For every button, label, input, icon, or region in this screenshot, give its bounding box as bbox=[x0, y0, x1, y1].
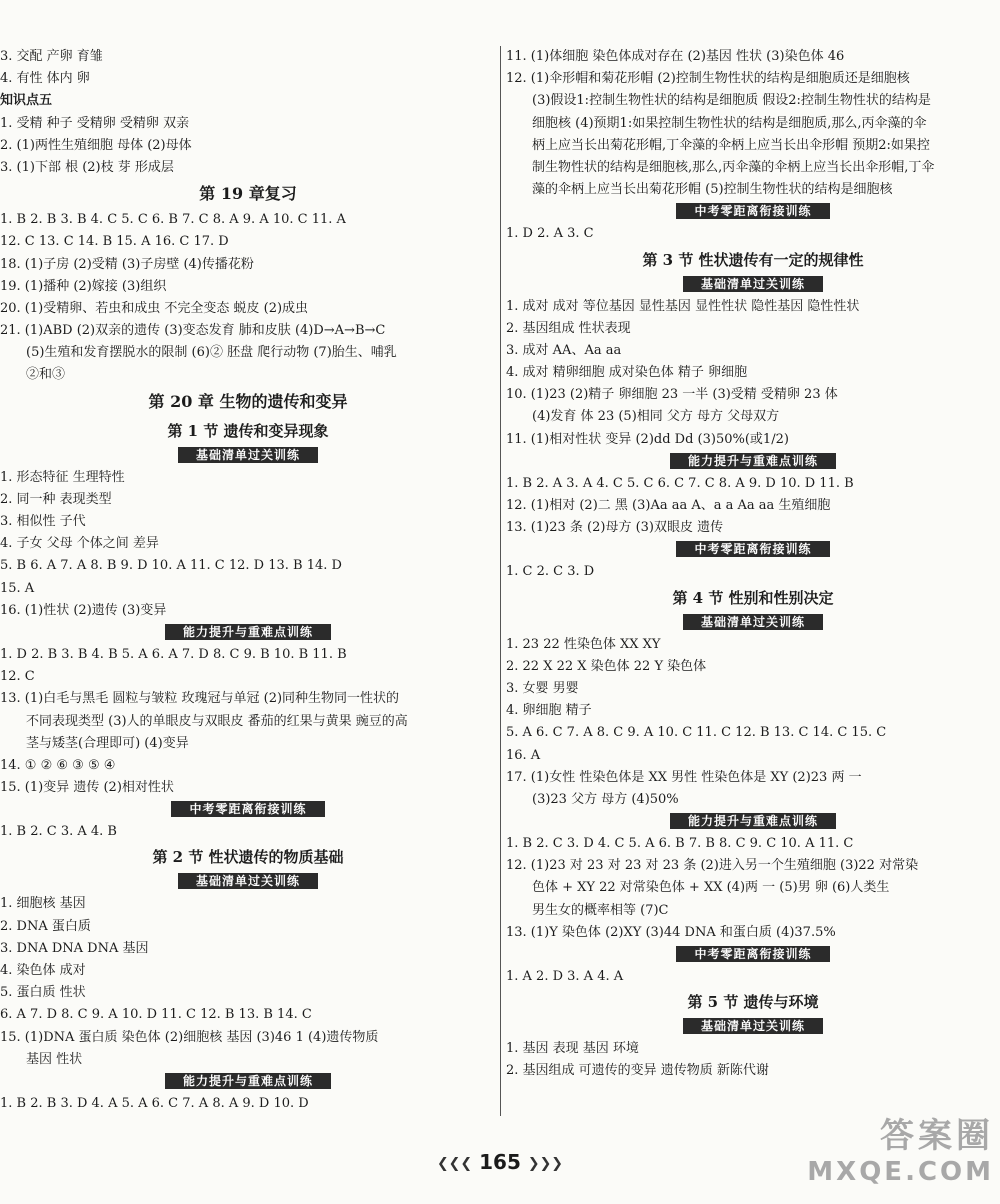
answer-line: 基因 性状 bbox=[26, 1051, 83, 1067]
answer-line: 2. 同一种 表现类型 bbox=[0, 491, 112, 507]
answer-line: 1. 基因 表现 基因 环境 bbox=[506, 1041, 639, 1057]
answer-line: (3)假设1:控制生物性状的结构是细胞质 假设2:控制生物性状的结构是 bbox=[532, 93, 931, 109]
answer-line: 5. 蛋白质 性状 bbox=[0, 985, 86, 1001]
section-banner-row bbox=[0, 799, 496, 821]
answer-line: 15. (1)DNA 蛋白质 染色体 (2)细胞核 基因 (3)46 1 (4)遗传物质 bbox=[0, 1029, 379, 1045]
answer-line: 17. (1)女性 性染色体是 XX 男性 性染色体是 XY (2)23 两 一 bbox=[506, 769, 862, 785]
answer-line: 20. (1)受精卵、若虫和成虫 不完全变态 蜕皮 (2)成虫 bbox=[0, 300, 309, 316]
answer-line: 3. 成对 AA、Aa aa bbox=[506, 342, 622, 358]
section-banner-row bbox=[506, 944, 1000, 966]
answer-line: 1. B 2. B 3. D 4. A 5. A 6. C 7. A 8. A 9. D 10. D bbox=[0, 1095, 309, 1111]
answer-line: 不同表现类型 (3)人的单眼皮与双眼皮 番茄的红果与黄果 豌豆的高 bbox=[26, 713, 408, 729]
answer-line: 14. ① ② ⑥ ③ ⑤ ④ bbox=[0, 757, 116, 773]
right-ornament-icon: ❯❯❯ bbox=[527, 1155, 564, 1172]
answer-line: 5. B 6. A 7. A 8. B 9. D 10. A 11. C 12. D 13. B 14. D bbox=[0, 558, 342, 574]
answer-line: 3. 相似性 子代 bbox=[0, 514, 86, 529]
answer-line: 1. D 2. B 3. B 4. B 5. A 6. A 7. D 8. C 9. B 10. B 11. B bbox=[0, 646, 347, 662]
section-banner: 基础清单过关训练 bbox=[178, 873, 318, 889]
answer-line: 2. 22 X 22 X 染色体 22 Y 染色体 bbox=[506, 658, 707, 674]
answer-line: 柄上应当长出菊花形帽,丁伞藻的伞柄上应当长出伞形帽 预期2:如果控 bbox=[532, 137, 930, 153]
answer-line: 1. 成对 成对 等位基因 显性基因 显性性状 隐性基因 隐性性状 bbox=[506, 298, 860, 314]
answer-line: 12. C bbox=[0, 669, 35, 685]
answer-line: 4. 染色体 成对 bbox=[0, 963, 86, 978]
left-column bbox=[0, 46, 496, 1115]
section-heading: 第 5 节 遗传与环境 bbox=[687, 993, 819, 1012]
answer-line: 2. DNA 蛋白质 bbox=[0, 918, 91, 934]
answer-line: 3. 交配 产卵 育雏 bbox=[0, 49, 103, 64]
section-banner-row bbox=[506, 811, 1000, 833]
answer-line: 15. A bbox=[0, 580, 35, 596]
answer-line: 13. (1)白毛与黑毛 圆粒与皱粒 玫瑰冠与单冠 (2)同种生物同一性状的 bbox=[0, 691, 400, 707]
section-heading: 第 1 节 遗传和变异现象 bbox=[167, 421, 329, 440]
answer-line: 1. B 2. A 3. A 4. C 5. C 6. C 7. C 8. A 9. D 10. D 11. B bbox=[506, 475, 854, 491]
section-banner: 基础清单过关训练 bbox=[178, 447, 318, 463]
section-heading: 第 3 节 性状遗传有一定的规律性 bbox=[642, 250, 864, 269]
answer-line: 1. 受精 种子 受精卵 受精卵 双亲 bbox=[0, 115, 190, 131]
section-banner-row bbox=[506, 1016, 1000, 1038]
answer-line: 4. 有性 体内 卵 bbox=[0, 71, 90, 87]
answer-line: (4)发育 体 23 (5)相同 父方 母方 父母双方 bbox=[532, 409, 780, 425]
section-banner: 基础清单过关训练 bbox=[683, 276, 823, 292]
chapter-heading: 第 19 章复习 bbox=[199, 184, 297, 204]
answer-line: 11. (1)相对性状 变异 (2)dd Dd (3)50%(或1/2) bbox=[506, 431, 789, 447]
answer-line: 细胞核 (4)预期1:如果控制生物性状的结构是细胞质,那么,丙伞藻的伞 bbox=[532, 115, 927, 131]
section-banner-row bbox=[0, 871, 496, 893]
answer-line: 1. 23 22 性染色体 XX XY bbox=[506, 636, 661, 652]
watermark-en: MXQE.COM bbox=[807, 1157, 994, 1187]
answer-line: 2. (1)两性生殖细胞 母体 (2)母体 bbox=[0, 137, 192, 153]
answer-line: 16. A bbox=[506, 747, 541, 763]
answer-line: 1. 形态特征 生理特性 bbox=[0, 469, 125, 485]
answer-line: 1. D 2. A 3. C bbox=[506, 226, 594, 242]
answer-line: 12. (1)相对 (2)二 黑 (3)Aa aa A、a a Aa aa 生殖细胞 bbox=[506, 498, 831, 513]
section-heading: 第 2 节 性状遗传的物质基础 bbox=[152, 848, 344, 867]
answer-line: 男生女的概率相等 (7)C bbox=[532, 902, 669, 918]
answer-line: 2. 基因组成 性状表现 bbox=[506, 320, 631, 336]
answer-line: 4. 成对 精卵细胞 成对染色体 精子 卵细胞 bbox=[506, 365, 748, 381]
answer-line: 5. A 6. C 7. A 8. C 9. A 10. C 11. C 12. B 13. C 14. C 15. C bbox=[506, 725, 887, 741]
answer-line: (3)23 父方 母方 (4)50% bbox=[532, 791, 679, 807]
column-divider bbox=[500, 46, 501, 1116]
answer-line: 19. (1)播种 (2)嫁接 (3)组织 bbox=[0, 278, 167, 294]
section-banner: 中考零距离衔接训练 bbox=[676, 203, 829, 219]
left-ornament-icon: ❮❮❮ bbox=[436, 1155, 473, 1172]
answer-line: 13. (1)23 条 (2)母方 (3)双眼皮 遗传 bbox=[506, 520, 724, 536]
section-banner-row bbox=[506, 451, 1000, 473]
section-banner-row bbox=[0, 445, 496, 467]
right-column bbox=[506, 46, 1000, 1083]
answer-line: 藻的伞柄上应当长出菊花形帽 (5)控制生物性状的结构是细胞核 bbox=[532, 182, 893, 198]
section-banner: 基础清单过关训练 bbox=[683, 1018, 823, 1034]
answer-line: 色体 + XY 22 对常染色体 + XX (4)两 一 (5)男 卵 (6)人类生 bbox=[532, 880, 890, 896]
section-banner-row bbox=[506, 612, 1000, 634]
answer-line: 4. 卵细胞 精子 bbox=[506, 703, 592, 719]
section-banner: 能力提升与重难点训练 bbox=[670, 813, 836, 829]
answer-line: 1. 细胞核 基因 bbox=[0, 896, 86, 912]
site-watermark bbox=[807, 1108, 994, 1187]
answer-line: 18. (1)子房 (2)受精 (3)子房壁 (4)传播花粉 bbox=[0, 256, 254, 272]
knowledge-point-heading: 知识点五 bbox=[0, 93, 53, 109]
answer-line: 1. B 2. B 3. B 4. C 5. C 6. B 7. C 8. A 9. A 10. C 11. A bbox=[0, 212, 346, 228]
section-banner: 中考零距离衔接训练 bbox=[171, 801, 324, 817]
answer-line: ②和③ bbox=[26, 367, 66, 383]
answer-line: 茎与矮茎(合理即可) (4)变异 bbox=[26, 735, 189, 751]
answer-line: 3. 女婴 男婴 bbox=[506, 680, 579, 696]
page-number: 165 bbox=[479, 1150, 521, 1174]
answer-line: 15. (1)变异 遗传 (2)相对性状 bbox=[0, 780, 174, 796]
section-banner-row bbox=[0, 1071, 496, 1093]
section-banner: 中考零距离衔接训练 bbox=[676, 541, 829, 557]
section-banner-row bbox=[506, 274, 1000, 296]
answer-line: 16. (1)性状 (2)遗传 (3)变异 bbox=[0, 602, 167, 618]
answer-line: 12. (1)伞形帽和菊花形帽 (2)控制生物性状的结构是细胞质还是细胞核 bbox=[506, 71, 910, 87]
section-banner: 能力提升与重难点训练 bbox=[165, 624, 331, 640]
section-banner-row bbox=[506, 201, 1000, 223]
answer-line: 1. B 2. C 3. A 4. B bbox=[0, 824, 117, 840]
answer-line: 12. (1)23 对 23 对 23 对 23 条 (2)进入另一个生殖细胞 (3)22 对常染 bbox=[506, 858, 919, 874]
section-banner-row bbox=[0, 622, 496, 644]
answer-line: 10. (1)23 (2)精子 卵细胞 23 一半 (3)受精 受精卵 23 体 bbox=[506, 387, 838, 403]
answer-line: 1. C 2. C 3. D bbox=[506, 564, 595, 580]
answer-line: 1. A 2. D 3. A 4. A bbox=[506, 969, 624, 984]
answer-line: 21. (1)ABD (2)双亲的遗传 (3)变态发育 肺和皮肤 (4)D→A→B→C bbox=[0, 323, 386, 339]
answer-line: 3. DNA DNA DNA 基因 bbox=[0, 940, 149, 956]
answer-line: 6. A 7. D 8. C 9. A 10. D 11. C 12. B 13. B 14. C bbox=[0, 1007, 312, 1023]
answer-line: 4. 子女 父母 个体之间 差异 bbox=[0, 536, 159, 552]
answer-line: 3. (1)下部 根 (2)枝 芽 形成层 bbox=[0, 159, 174, 175]
chapter-heading: 第 20 章 生物的遗传和变异 bbox=[148, 391, 348, 411]
section-heading: 第 4 节 性别和性别决定 bbox=[672, 588, 834, 607]
section-banner: 能力提升与重难点训练 bbox=[165, 1073, 331, 1089]
answer-line: 13. (1)Y 染色体 (2)XY (3)44 DNA 和蛋白质 (4)37.5% bbox=[506, 924, 836, 940]
answer-line: 制生物性状的结构是细胞核,那么,丙伞藻的伞柄上应当长出伞形帽,丁伞 bbox=[532, 159, 935, 175]
answer-line: (5)生殖和发育摆脱水的限制 (6)② 胚盘 爬行动物 (7)胎生、哺乳 bbox=[26, 345, 397, 361]
answer-line: 2. 基因组成 可遗传的变异 遗传物质 新陈代谢 bbox=[506, 1063, 769, 1079]
answer-line: 12. C 13. C 14. B 15. A 16. C 17. D bbox=[0, 234, 229, 250]
watermark-cn: 答案圈 bbox=[880, 1116, 994, 1156]
section-banner-row bbox=[506, 539, 1000, 561]
answer-line: 1. B 2. C 3. D 4. C 5. A 6. B 7. B 8. C 9. C 10. A 11. C bbox=[506, 836, 854, 852]
section-banner: 中考零距离衔接训练 bbox=[676, 946, 829, 962]
section-banner: 能力提升与重难点训练 bbox=[670, 453, 836, 469]
answer-line: 11. (1)体细胞 染色体成对存在 (2)基因 性状 (3)染色体 46 bbox=[506, 49, 845, 64]
section-banner: 基础清单过关训练 bbox=[683, 614, 823, 630]
